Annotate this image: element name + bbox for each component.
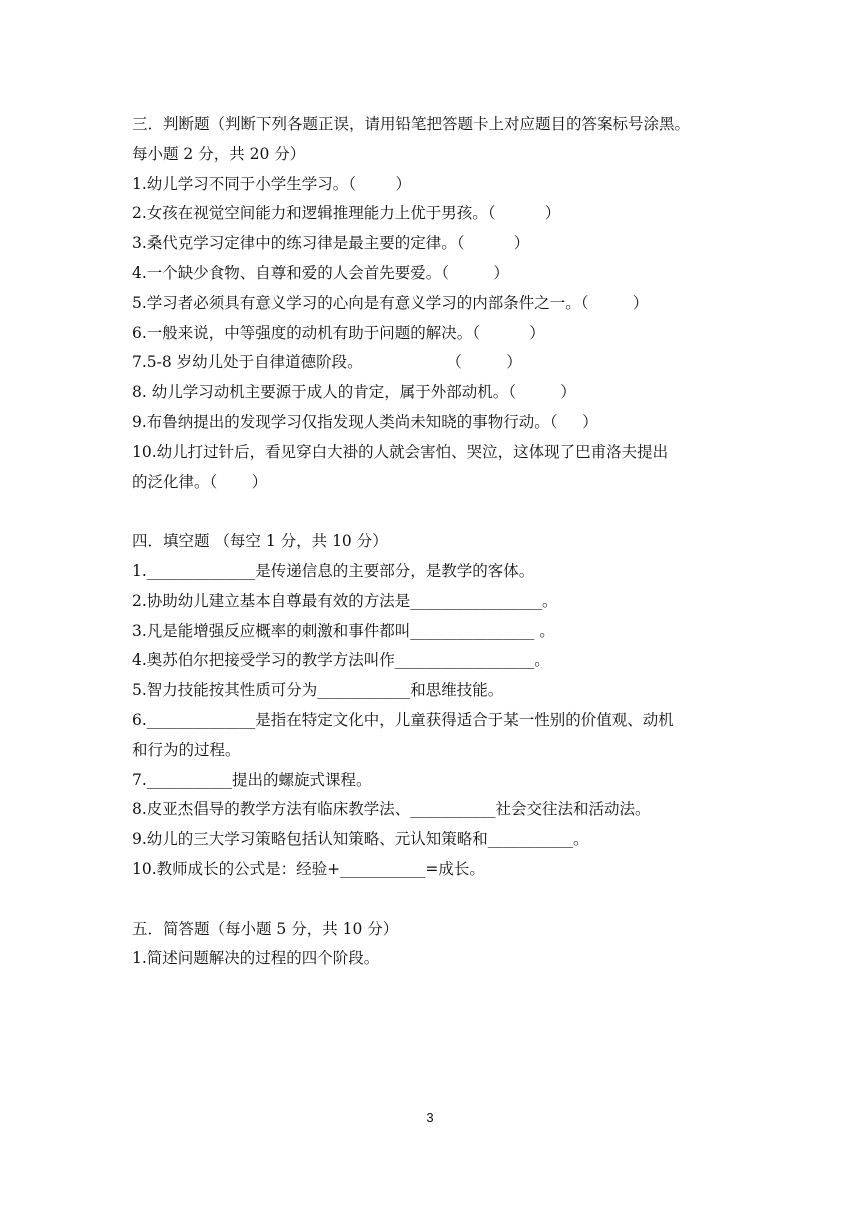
question-item: 6.______________是指在特定文化中，儿童获得适合于某一性别的价值观、动机 [132,710,674,729]
question-item: 9.布鲁纳提出的发现学习仅指发现人类尚未知晓的事物行动。（ ） [132,412,598,431]
question-item: 7.___________提出的螺旋式课程。 [132,770,372,789]
question-item-continued: 和行为的过程。 [132,740,241,759]
question-item: 8. 幼儿学习动机主要源于成人的肯定，属于外部动机。（ ） [132,383,576,402]
question-item: 4.一个缺少食物、自尊和爱的人会首先要爱。（ ） [132,263,509,282]
section-heading-continued: 每小题 2 分，共 20 分） [132,144,306,163]
exam-page-content [132,110,732,974]
question-item: 1.简述问题解决的过程的四个阶段。 [132,949,380,968]
question-item-continued: 的泛化律。（ ） [132,472,268,491]
question-item: 3.凡是能增强反应概率的刺激和事件都叫________________ 。 [132,621,555,640]
question-item: 8.皮亚杰倡导的教学方法有临床教学法、___________社会交往法和活动法。 [132,800,651,819]
question-item: 6.一般来说，中等强度的动机有助于问题的解决。（ ） [132,323,545,342]
question-item: 2.女孩在视觉空间能力和逻辑推理能力上优于男孩。（ ） [132,204,561,223]
section-fill-in-blank [132,527,732,885]
question-item: 5.学习者必须具有意义学习的心向是有意义学习的内部条件之一。（ ） [132,293,649,312]
section-true-false [132,110,732,497]
question-item: 7.5-8 岁幼儿处于自律道德阶段。 （ ） [132,353,522,372]
question-item: 10.教师成长的公式是：经验+___________=成长。 [132,859,485,878]
section-heading: 四．填空题 （每空 1 分，共 10 分） [132,532,388,551]
question-item: 9.幼儿的三大学习策略包括认知策略、元认知策略和___________。 [132,830,589,849]
section-short-answer [132,915,732,975]
question-item: 2.协助幼儿建立基本自尊最有效的方法是_________________。 [132,591,558,610]
question-item: 3.桑代克学习定律中的练习律是最主要的定律。（ ） [132,234,530,253]
section-heading: 三．判断题（判断下列各题正误，请用铅笔把答题卡上对应题目的答案标号涂黑。 [132,115,691,133]
question-item: 4.奥苏伯尔把接受学习的教学方法叫作__________________。 [132,651,550,670]
question-item: 1.______________是传递信息的主要部分，是教学的客体。 [132,561,535,580]
page-number: 3 [426,1110,434,1125]
question-item: 10.幼儿打过针后，看见穿白大褂的人就会害怕、哭泣，这体现了巴甫洛夫提出 [132,442,669,461]
question-item: 1.幼儿学习不同于小学生学习。（ ） [132,174,411,193]
question-item: 5.智力技能按其性质可分为____________和思维技能。 [132,681,504,700]
section-heading: 五．简答题（每小题 5 分，共 10 分） [132,919,399,938]
